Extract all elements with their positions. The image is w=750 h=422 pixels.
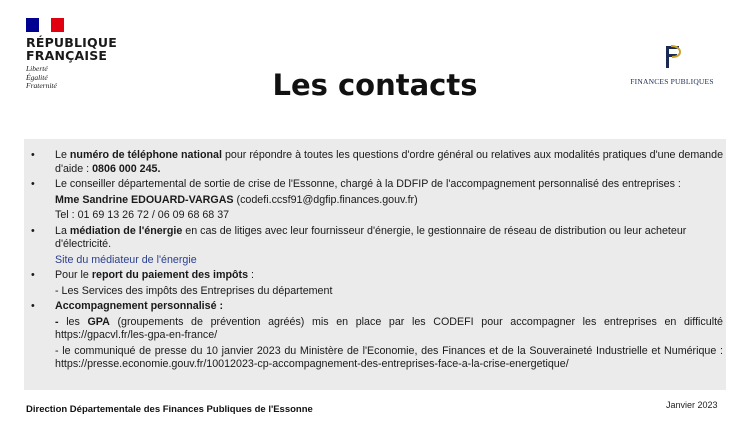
flag-red-band: [51, 18, 64, 32]
motto-fraternite: Fraternité: [26, 81, 57, 90]
phone-bold-text: numéro de téléphone national: [69, 149, 222, 161]
tax-pre-text: Pour le: [55, 269, 92, 281]
mediation-post-text: en cas de litiges avec leur fournisseur d'énergie, le gestionnaire de réseau de distribution ou leur acheteur d'électricité.: [55, 224, 687, 250]
finances-publiques-emblem-icon: [657, 44, 687, 70]
flag-white-band: [39, 18, 52, 32]
counselor-tel: Tel : 01 69 13 26 72 / 06 09 68 68 37: [55, 209, 230, 221]
phone-post-text: pour répondre à toutes les questions d'ordre général ou relatives aux modalités pratiques d'une demande d'aide :: [55, 149, 724, 175]
french-flag-icon: [26, 18, 64, 32]
bullet-phone: [31, 149, 723, 176]
finances-publiques-label: FINANCES PUBLIQUES: [630, 77, 714, 86]
gpa-post-text: (groupements de prévention agréés) mis en place par les CODEFI pour accompagner les entreprises en difficulté https://gpacvl.fr/les-gpa-en-france/: [55, 315, 723, 341]
mediator-site-link[interactable]: Site du médiateur de l'énergie: [55, 253, 197, 266]
counselor-contact: [31, 194, 723, 208]
motto-egalite: Égalité: [26, 72, 48, 82]
counselor-name: Mme Sandrine EDOUARD-VARGAS: [55, 193, 234, 206]
support-gpa-item: [31, 316, 723, 343]
gpa-pre-text: les: [66, 315, 88, 328]
gpa-dash: -: [55, 315, 67, 328]
bullet-tax: [31, 269, 723, 283]
motto-liberte: Liberté: [26, 64, 48, 73]
footer-date: Janvier 2023: [666, 400, 718, 410]
gpa-bold-text: GPA: [87, 315, 110, 328]
phone-number: 0806 000 245.: [92, 162, 161, 175]
republic-name-line2: FRANÇAISE: [26, 48, 108, 63]
phone-pre-text: Le: [55, 149, 70, 161]
bullet-support: [31, 300, 723, 314]
contacts-panel: [24, 139, 726, 390]
tax-services-item: - Les Services des impôts des Entreprises du département: [55, 284, 333, 297]
counselor-email: (codefi.ccsf91@dgfip.finances.gouv.fr): [233, 193, 418, 206]
page-title: Les contacts: [272, 68, 478, 102]
flag-blue-band: [26, 18, 39, 32]
footer-organization: Direction Départementale des Finances Publiques de l'Essonne: [26, 404, 313, 415]
counselor-text: Le conseiller départemental de sortie de crise de l'Essonne, chargé à la DDFIP de l'accompagnement personnalisé des entreprises :: [55, 178, 681, 190]
tax-bold-text: report du paiement des impôts: [91, 269, 249, 281]
mediation-bold-text: médiation de l'énergie: [69, 224, 183, 237]
bullet-mediation: [31, 225, 723, 252]
bullet-counselor: [31, 178, 723, 192]
support-press-item: - le communiqué de presse du 10 janvier 2023 du Ministère de l'Economie, des Finances et de la Souveraineté Industrielle et Numérique : https://presse.economie.gouv.fr/10012023-cp-accompagnement-des-entreprises-face-a-la-crise-energetique/: [55, 344, 723, 370]
support-heading: Accompagnement personnalisé :: [55, 300, 224, 312]
mediation-pre-text: La: [55, 224, 70, 237]
republic-name-line1: RÉPUBLIQUE: [26, 35, 117, 50]
tax-post-text: :: [248, 269, 254, 281]
